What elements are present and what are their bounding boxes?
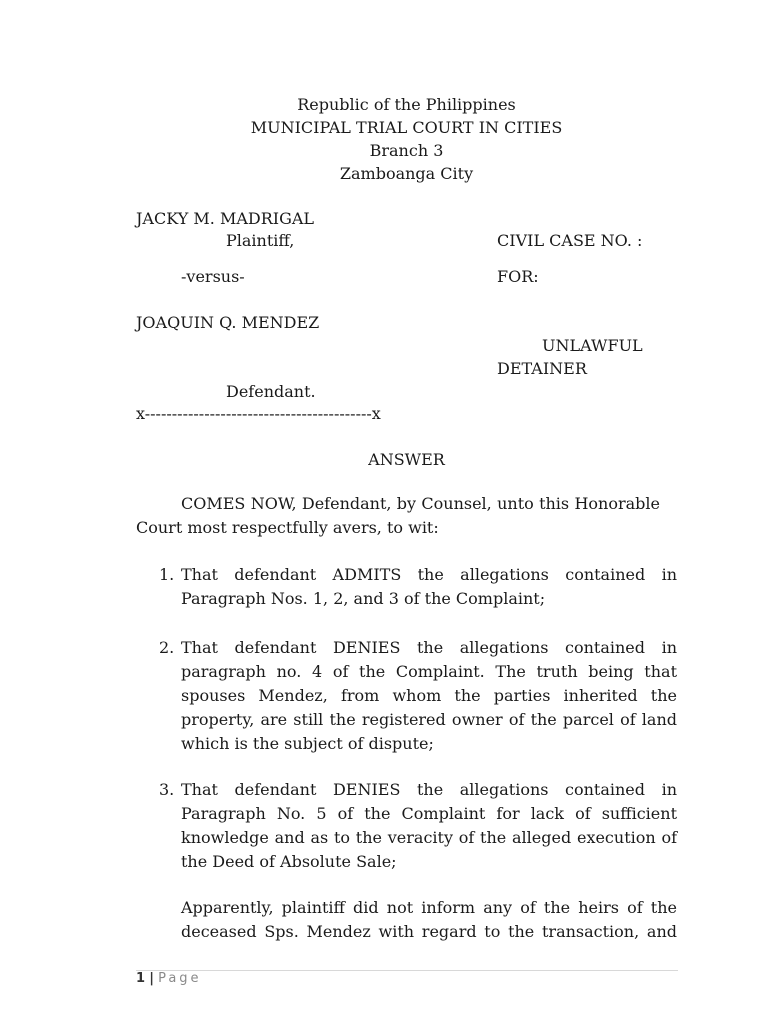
plaintiff-role: Plaintiff, [226,231,295,250]
page-label: Page [158,971,202,986]
intro-line-2: Court most respectfully avers, to wit: [136,518,439,537]
nature-line-1: UNLAWFUL [542,336,643,355]
header-court: MUNICIPAL TRIAL COURT IN CITIES [250,118,563,137]
item-2-line-3: spouses Mendez, from whom the parties inherited the [181,686,677,705]
plaintiff-name: JACKY M. MADRIGAL [136,209,315,228]
versus-label: -versus- [181,267,245,286]
page-separator: | [149,971,154,986]
item-3-number: 3. [159,780,175,799]
item-2-line-1: That defendant DENIES the allegations contained in [181,638,677,657]
item-2-line-4: property, are still the registered owner of the parcel of land [181,710,677,729]
item-3-line-3: knowledge and as to the veracity of the alleged execution of [181,828,677,847]
item-3-line-4: the Deed of Absolute Sale; [181,852,397,871]
page-number: 1 [136,971,146,986]
intro-line-1: COMES NOW, Defendant, by Counsel, unto this Honorable [181,494,660,513]
page-footer [136,969,202,989]
document-title: ANSWER [368,450,445,469]
item-3-line-1: That defendant DENIES the allegations contained in [181,780,677,799]
for-label: FOR: [497,267,539,286]
paragraph-line-1: Apparently, plaintiff did not inform any of the heirs of the [181,898,677,917]
item-3-line-2: Paragraph No. 5 of the Complaint for lack of sufficient [181,804,677,823]
item-2-line-2: paragraph no. 4 of the Complaint. The truth being that [181,662,677,681]
paragraph-line-2: deceased Sps. Mendez with regard to the transaction, and [181,922,677,941]
caption-divider: x------------------------------------------x [136,404,381,423]
item-2-number: 2. [159,638,175,657]
header-city: Zamboanga City [339,164,474,183]
item-1-line-1: That defendant ADMITS the allegations contained in [181,565,677,584]
header-republic: Republic of the Philippines [297,95,516,114]
item-1-line-2: Paragraph Nos. 1, 2, and 3 of the Complaint; [181,589,546,608]
nature-line-2: DETAINER [497,359,587,378]
header-branch: Branch 3 [369,141,444,160]
civil-case-label: CIVIL CASE NO. : [497,231,643,250]
defendant-name: JOAQUIN Q. MENDEZ [136,313,320,332]
defendant-role: Defendant. [226,382,316,401]
footer-rule [136,970,678,971]
item-1-number: 1. [159,565,175,584]
item-2-line-5: which is the subject of dispute; [181,734,434,753]
